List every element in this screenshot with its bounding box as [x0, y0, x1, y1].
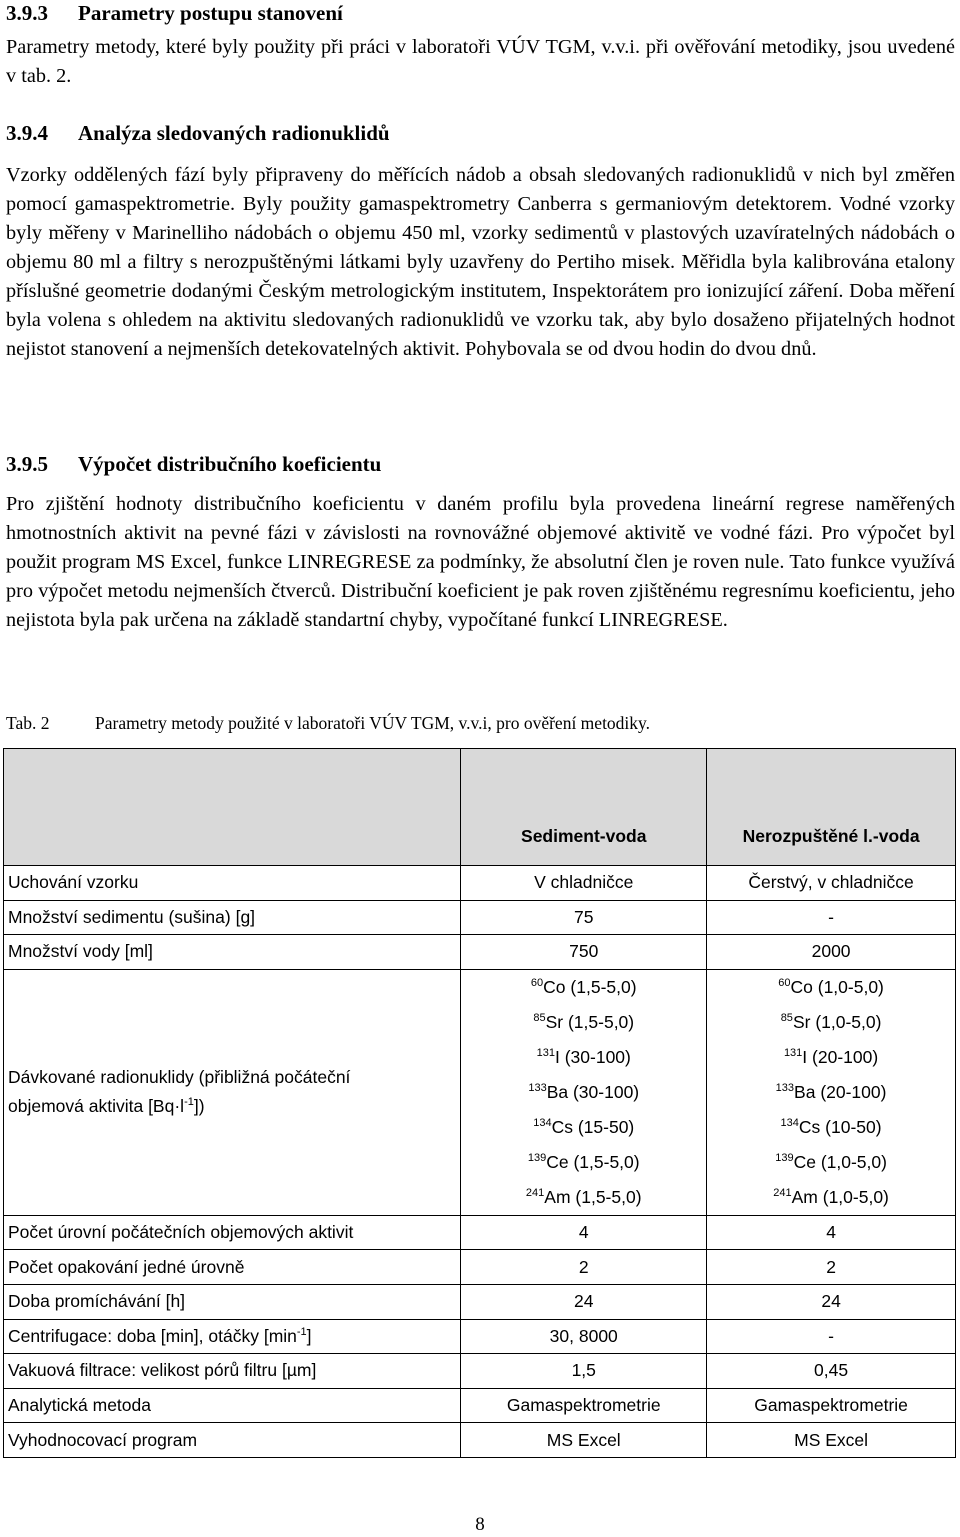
- table-caption-text: Parametry metody použité v laboratoři VÚV TGM, v.v.i, pro ověření metodiky.: [95, 713, 651, 733]
- section-number: 3.9.5: [6, 452, 48, 476]
- nuclide-mass-number: 131: [536, 1046, 555, 1059]
- table-row: [4, 1250, 956, 1285]
- cell-suspended-nuclides: [707, 969, 956, 1215]
- nuclide-mass-number: 139: [775, 1151, 794, 1164]
- nuclide-symbol: Ba: [794, 1081, 816, 1102]
- cell-sediment: 30, 8000: [461, 1319, 707, 1354]
- paragraph-text: Vzorky oddělených fází byly připraveny do měřících nádob a obsah sledovaných radionuklidů v nich byl změřen pomocí gamaspektrometrie. Byly použity gamaspektrometry Canberra s germaniovým detektorem. Vodné vzorky byly měřeny v Marinelliho nádobách o objemu 450 ml, vzorky sedimentů v plastových uzavíratelných nádobách o objemu 80 ml a filtry s nerozpuštěnými látkami byly uzavřeny do Pertiho misek. Měřidla byla kalibrována etalony příslušné geometrie dodanými Českým metrologickým institutem, Inspektorátem pro ionizující záření. Doba měření byla volena s ohledem na aktivitu sledovaných radionuklidů ve vzorku tak, aby bylo dosaženo přijatelných hodnot nejistot stanovení a nejmenších detekovatelných aktivit. Pohybovala se od dvou hodin do dvou dnů.: [6, 164, 955, 360]
- cell-sediment: 4: [461, 1215, 707, 1250]
- nuclides-label-line1: Dávkované radionuklidy (přibližná počáteční: [8, 1067, 351, 1088]
- cell-suspended: 2: [707, 1250, 956, 1285]
- parameters-table: [3, 748, 956, 1458]
- nuclide-symbol: Cs: [551, 1116, 573, 1137]
- cell-suspended: Čerstvý, v chladničce: [707, 866, 956, 901]
- section-number: 3.9.4: [6, 121, 48, 145]
- nuclide-activity-range: (1,5-5,0): [573, 1151, 640, 1172]
- nuclide-activity-range: (15-50): [577, 1116, 635, 1137]
- nuclide-list-sediment: [461, 970, 706, 1215]
- centrifuge-label-close: ]: [306, 1325, 312, 1346]
- nuclide-entry: [707, 1110, 955, 1145]
- section-number: 3.9.3: [6, 1, 48, 25]
- section-title: Parametry postupu stanovení: [78, 1, 343, 25]
- nuclide-symbol: Am: [791, 1186, 818, 1207]
- table-row: [4, 935, 956, 970]
- row-label: Analytická metoda: [4, 1388, 461, 1423]
- row-label: Uchování vzorku: [4, 866, 461, 901]
- nuclide-activity-range: (30-100): [572, 1081, 640, 1102]
- nuclide-activity-range: (1,5-5,0): [575, 1186, 642, 1207]
- nuclide-entry: [461, 1180, 706, 1215]
- table-header-row: [4, 749, 956, 866]
- nuclide-entry: [707, 1145, 955, 1180]
- section-title: Analýza sledovaných radionuklidů: [78, 121, 390, 145]
- page-number: 8: [475, 1514, 485, 1535]
- paragraph-3-9-4: [6, 161, 955, 364]
- nuclide-mass-number: 131: [783, 1046, 803, 1059]
- nuclide-list-suspended: [707, 970, 955, 1215]
- header-cell-empty: [4, 749, 461, 866]
- cell-sediment: 750: [461, 935, 707, 970]
- table-row: [4, 900, 956, 935]
- nuclide-entry: [707, 1040, 955, 1075]
- row-label: Množství sedimentu (sušina) [g]: [4, 900, 461, 935]
- row-label-nuclides: [4, 969, 461, 1215]
- row-label: [4, 1319, 461, 1354]
- table-row: [4, 1388, 956, 1423]
- nuclides-label-close: ]): [193, 1096, 205, 1117]
- nuclide-activity-range: (20-100): [820, 1081, 887, 1102]
- section-title: Výpočet distribučního koeficientu: [78, 452, 382, 476]
- cell-sediment: MS Excel: [461, 1423, 707, 1458]
- nuclide-mass-number: 134: [533, 1116, 552, 1129]
- cell-sediment: 2: [461, 1250, 707, 1285]
- nuclide-entry: [461, 1110, 706, 1145]
- cell-suspended: -: [707, 900, 956, 935]
- section-heading-3-9-3: [6, 0, 343, 26]
- row-label: Vakuová filtrace: velikost pórů filtru [µm]: [4, 1354, 461, 1389]
- table-row: [4, 1284, 956, 1319]
- table-row-centrifugation: [4, 1319, 956, 1354]
- nuclide-entry: [707, 1180, 955, 1215]
- table-row: [4, 866, 956, 901]
- nuclide-mass-number: 134: [780, 1116, 799, 1129]
- cell-sediment: Gamaspektrometrie: [461, 1388, 707, 1423]
- nuclide-activity-range: (1,0-5,0): [817, 976, 884, 997]
- cell-suspended: 0,45: [707, 1354, 956, 1389]
- nuclide-entry: [461, 1075, 706, 1110]
- paragraph-text: Pro zjištění hodnoty distribučního koeficientu v daném profilu byla provedena lineární regrese naměřených hmotnostních aktivit na pevné fázi v závislosti na rovnovážné objemové aktivitě ve vodné fázi. Pro výpočet byl použit program MS Excel, funkce LINREGRESE za podmínky, že absolutní člen je roven nule. Tato funkce využívá pro výpočet metodu nejmenších čtverců. Distribuční koeficient je pak roven zjištěnému regresnímu koeficientu, jeho nejistota byla pak určena na základě standartní chyby, vypočítané funkcí LINREGRESE.: [6, 493, 955, 631]
- nuclide-symbol: Ce: [793, 1151, 816, 1172]
- table-row: [4, 1215, 956, 1250]
- cell-suspended: 24: [707, 1284, 956, 1319]
- centrifuge-exponent: -1: [296, 1325, 307, 1338]
- nuclides-label-exponent: -1: [184, 1096, 194, 1109]
- nuclide-entry: [461, 970, 706, 1005]
- nuclide-activity-range: (30-100): [564, 1046, 631, 1067]
- nuclide-symbol: I: [554, 1046, 560, 1067]
- nuclide-entry: [707, 970, 955, 1005]
- row-label: Doba promíchávání [h]: [4, 1284, 461, 1319]
- nuclide-mass-number: 241: [773, 1186, 792, 1199]
- nuclide-mass-number: 133: [528, 1081, 547, 1094]
- nuclide-symbol: Co: [543, 976, 566, 997]
- section-heading-3-9-5: [6, 451, 381, 477]
- nuclide-entry: [707, 1005, 955, 1040]
- nuclide-symbol: Sr: [792, 1011, 811, 1032]
- paragraph-3-9-5: [6, 490, 955, 635]
- nuclide-mass-number: 85: [780, 1011, 793, 1024]
- row-label: Množství vody [ml]: [4, 935, 461, 970]
- nuclide-entry: [461, 1005, 706, 1040]
- nuclide-mass-number: 241: [525, 1186, 545, 1199]
- cell-suspended: 4: [707, 1215, 956, 1250]
- cell-suspended: MS Excel: [707, 1423, 956, 1458]
- nuclide-activity-range: (1,5-5,0): [567, 1011, 635, 1032]
- nuclide-entry: [461, 1145, 706, 1180]
- cell-suspended: Gamaspektrometrie: [707, 1388, 956, 1423]
- cell-sediment: 1,5: [461, 1354, 707, 1389]
- row-label: Počet opakování jedné úrovně: [4, 1250, 461, 1285]
- nuclide-mass-number: 85: [533, 1011, 546, 1024]
- nuclide-activity-range: (1,0-5,0): [815, 1011, 882, 1032]
- table-label: Tab. 2: [6, 713, 50, 733]
- row-label: Vyhodnocovací program: [4, 1423, 461, 1458]
- header-cell-suspended-water: Nerozpuštěné l.-voda: [707, 749, 956, 866]
- paragraph-text: Parametry metody, které byly použity při práci v laboratoři VÚV TGM, v.v.i. při ověřování metodiky, jsou uvedené v tab. 2.: [6, 36, 955, 87]
- cell-sediment-nuclides: [461, 969, 707, 1215]
- nuclide-mass-number: 60: [778, 976, 791, 989]
- nuclide-entry: [461, 1040, 706, 1075]
- nuclide-entry: [707, 1075, 955, 1110]
- row-label: Počet úrovní počátečních objemových aktivit: [4, 1215, 461, 1250]
- nuclide-mass-number: 60: [530, 976, 544, 989]
- nuclide-activity-range: (1,5-5,0): [570, 976, 637, 997]
- cell-sediment: V chladničce: [461, 866, 707, 901]
- header-cell-sediment-water: Sediment-voda: [461, 749, 707, 866]
- cell-sediment: 24: [461, 1284, 707, 1319]
- nuclide-symbol: Ce: [546, 1151, 569, 1172]
- nuclide-activity-range: (1,0-5,0): [820, 1151, 887, 1172]
- nuclide-symbol: Am: [544, 1186, 571, 1207]
- nuclide-symbol: Sr: [545, 1011, 564, 1032]
- cell-sediment: 75: [461, 900, 707, 935]
- table-row: [4, 1423, 956, 1458]
- cell-suspended: 2000: [707, 935, 956, 970]
- nuclide-mass-number: 133: [775, 1081, 795, 1094]
- centrifuge-label: Centrifugace: doba [min], otáčky [min: [8, 1325, 297, 1346]
- nuclide-activity-range: (1,0-5,0): [822, 1186, 889, 1207]
- nuclide-mass-number: 139: [527, 1151, 547, 1164]
- nuclide-symbol: Co: [790, 976, 813, 997]
- nuclides-label-line2: objemová aktivita [Bq·l: [8, 1096, 185, 1117]
- cell-suspended: -: [707, 1319, 956, 1354]
- table-row-nuclides: [4, 969, 956, 1215]
- nuclide-symbol: I: [802, 1046, 808, 1067]
- table-row: [4, 1354, 956, 1389]
- paragraph-3-9-3: [6, 33, 955, 91]
- nuclide-activity-range: (20-100): [812, 1046, 879, 1067]
- nuclide-activity-range: (10-50): [825, 1116, 882, 1137]
- nuclide-symbol: Ba: [546, 1081, 569, 1102]
- nuclide-symbol: Cs: [798, 1116, 821, 1137]
- section-heading-3-9-4: [6, 120, 390, 146]
- table-caption: [6, 712, 650, 734]
